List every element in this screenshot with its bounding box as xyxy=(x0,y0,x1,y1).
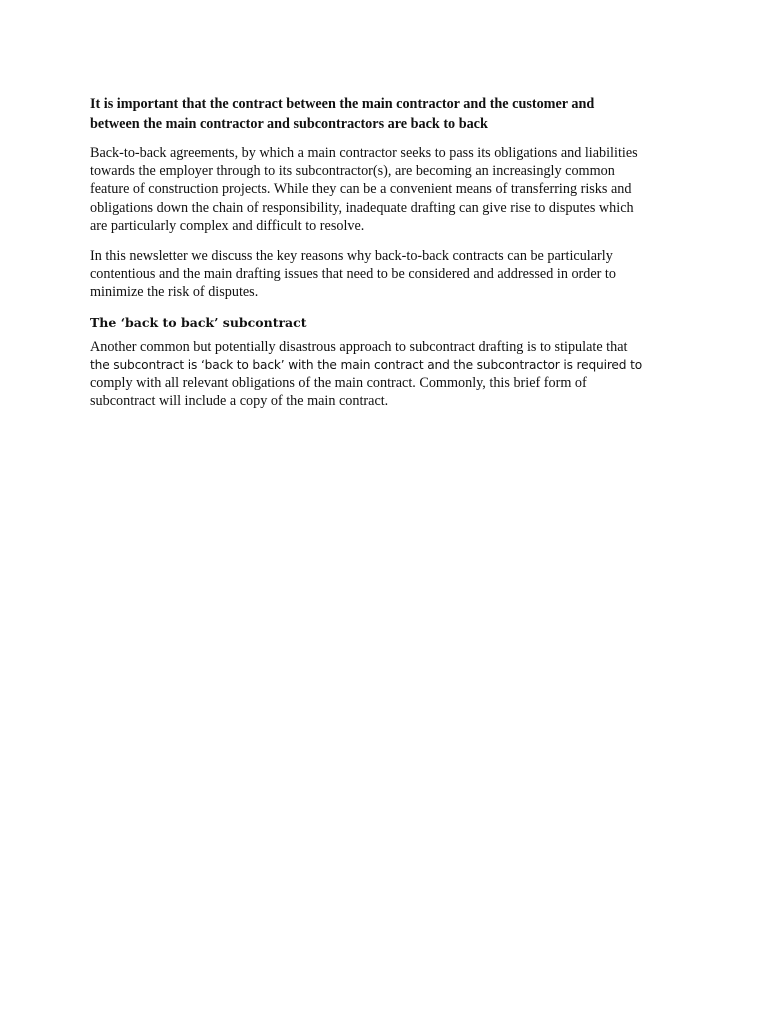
newsletter-paragraph xyxy=(90,247,680,302)
document-heading xyxy=(90,94,680,134)
paragraph-line: are particularly complex and difficult to resolve. xyxy=(90,217,365,234)
paragraph-line: obligations down the chain of responsibility, inadequate drafting can give rise to disputes which xyxy=(90,199,634,216)
section-subheading: The ‘back to back’ subcontract xyxy=(90,314,307,330)
heading-line: It is important that the contract between the main contractor and the customer and xyxy=(90,96,595,112)
paragraph-line: the subcontract is ‘back to back’ with the main contract and the subcontractor is required to xyxy=(90,357,643,372)
paragraph-line: contentious and the main drafting issues that need to be considered and addressed in order to xyxy=(90,266,616,283)
paragraph-line: Back-to-back agreements, by which a main contractor seeks to pass its obligations and liabilities xyxy=(90,145,638,161)
subcontract-paragraph xyxy=(90,338,680,411)
paragraph-line: In this newsletter we discuss the key reasons why back-to-back contracts can be particularly xyxy=(90,248,613,265)
heading-line: between the main contractor and subcontractors are back to back xyxy=(90,116,488,132)
document-page xyxy=(90,94,680,422)
paragraph-line: subcontract will include a copy of the main contract. xyxy=(90,393,389,410)
paragraph-line: Another common but potentially disastrous approach to subcontract drafting is to stipulate that xyxy=(90,338,628,355)
paragraph-line: feature of construction projects. While they can be a convenient means of transferring risks and xyxy=(90,181,632,198)
intro-paragraph xyxy=(90,144,680,235)
paragraph-line: towards the employer through to its subcontractor(s), are becoming an increasingly common xyxy=(90,163,615,180)
paragraph-line: minimize the risk of disputes. xyxy=(90,284,259,301)
paragraph-line: comply with all relevant obligations of the main contract. Commonly, this brief form of xyxy=(90,375,587,392)
